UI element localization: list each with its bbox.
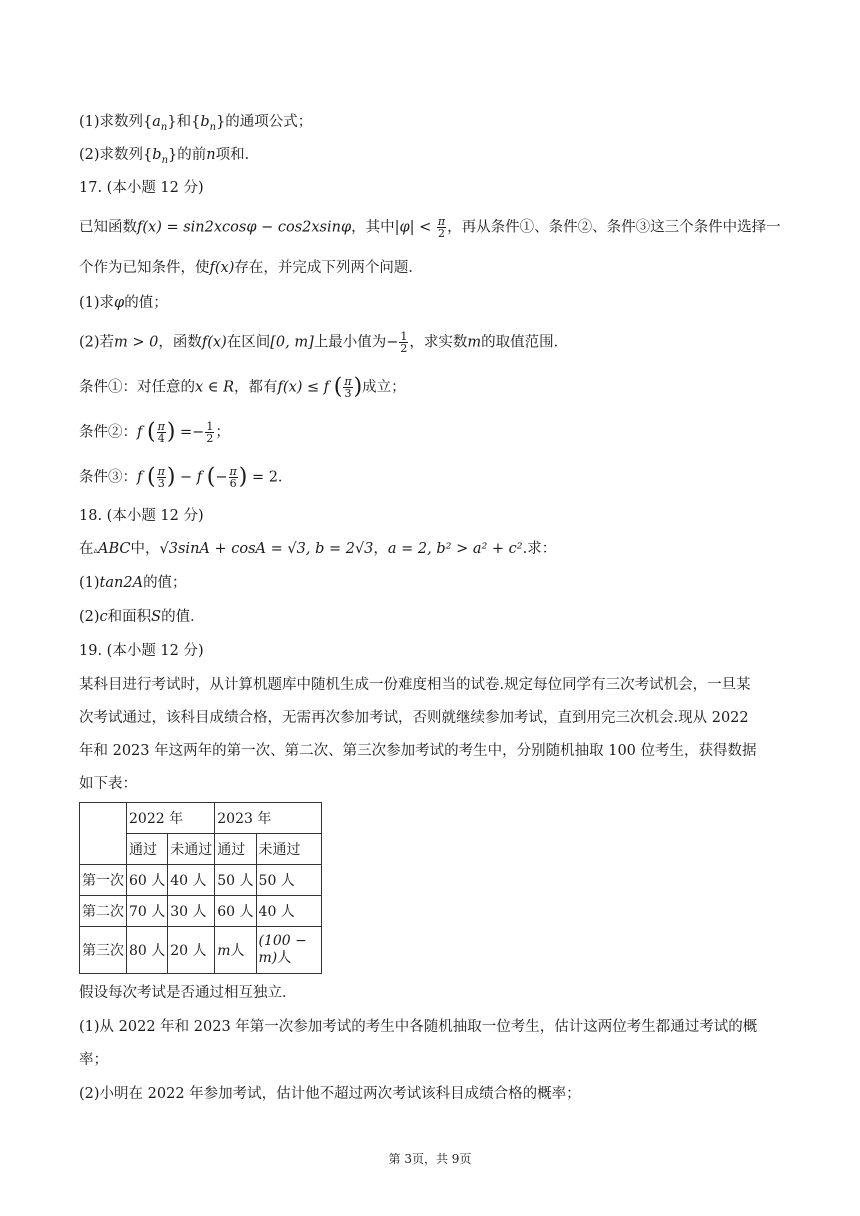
exam-results-table [79,802,322,974]
table-corner-cell [80,803,127,865]
q18-heading: 18. (本小题 12 分) [79,508,204,524]
q16-part1: (1)求数列$\{a_n\}$和$\{b_n\}$的通项公式； [79,114,313,133]
year-2022-header: 2022 年 [127,803,215,834]
q19-part1-line1: (1)从 2022 年和 2023 年第一次参加考试的考生中各随机抽取一位考生，估计这两位考生都通过考试的概 [79,1019,758,1035]
q18-part2: (2)c和面积S的值． [79,609,205,625]
table-row: 第二次 70 人 30 人 60 人 40 人 [80,896,322,927]
fail-header: 未通过 [168,834,215,865]
q16-part2: (2)求数列$\{b_n\}$的前n项和． [79,147,260,166]
q19-line1: 某科目进行考试时，从计算机题库中随机生成一份难度相当的试卷.规定每位同学有三次考试机会，一旦某 [79,677,751,693]
q19-part2: (2)小明在 2022 年参加考试，估计他不超过两次考试该科目成绩合格的概率； [79,1086,581,1102]
q19-assumption: 假设每次考试是否通过相互独立． [79,985,297,1001]
fail-header: 未通过 [256,834,321,865]
q17-part2: (2)若m > 0，函数f(x)在区间[0, m]上最小值为− $\frac{1}{2}$ ，求实数m的取值范围． [79,330,569,355]
q19-part1-line2: 率； [79,1052,108,1068]
pass-header: 通过 [215,834,256,865]
pass-header: 通过 [127,834,168,865]
q19-line3: 年和 2023 年这两年的第一次、第二次、第三次参加考试的考生中，分别随机抽取 100 位考生，获得数据 [79,743,757,759]
q17-condition3: 条件③：f ( $\frac{\pi}{3}$ ) − f (− $\frac{\pi}{6}$ ) = 2． [79,464,293,490]
q18-stem: 在▵ABC中，√3sinA + cosA = √3, b = 2√3，a = 2, b² > a² + c².求： [79,541,557,557]
table-row: 第一次 60 人 40 人 50 人 50 人 [80,865,322,896]
q17-condition1: 条件①：对任意的x ∈ R，都有f(x) ≤ f ( $\frac{\pi}{3}$ )成立； [79,374,406,400]
page-footer: 第 3页，共 9页 [388,1152,472,1166]
year-2023-header: 2023 年 [215,803,321,834]
table-row: 第三次 80 人 20 人 m人 (100 − m)人 [80,927,322,974]
q19-line4: 如下表： [79,776,137,792]
q17-stem-line1: 已知函数f(x) = sin2xcosφ − cos2xsinφ，其中|φ| < $\frac{\pi}{2}$ ，再从条件①、条件②、条件③这三个条件中选择一 [79,215,781,240]
table-header-years [80,803,322,834]
pi-over-2: $\frac{\pi}{2}$ [437,215,446,240]
q19-line2: 次考试通过，该科目成绩合格，无需再次参加考试，否则就继续参加考试，直到用完三次机会.现从 2022 [79,710,749,726]
q17-part1: (1)求φ的值； [79,295,168,311]
q17-stem-line2: 个作为已知条件，使f(x)存在，并完成下列两个问题． [79,260,423,276]
q17-condition2: 条件②：f ( $\frac{\pi}{4}$ ) =− $\frac{1}{2}$ ； [79,419,230,445]
q18-part1: (1)tan2A的值； [79,575,187,591]
q19-heading: 19. (本小题 12 分) [79,643,204,659]
q17-heading: 17. (本小题 12 分) [79,180,204,196]
